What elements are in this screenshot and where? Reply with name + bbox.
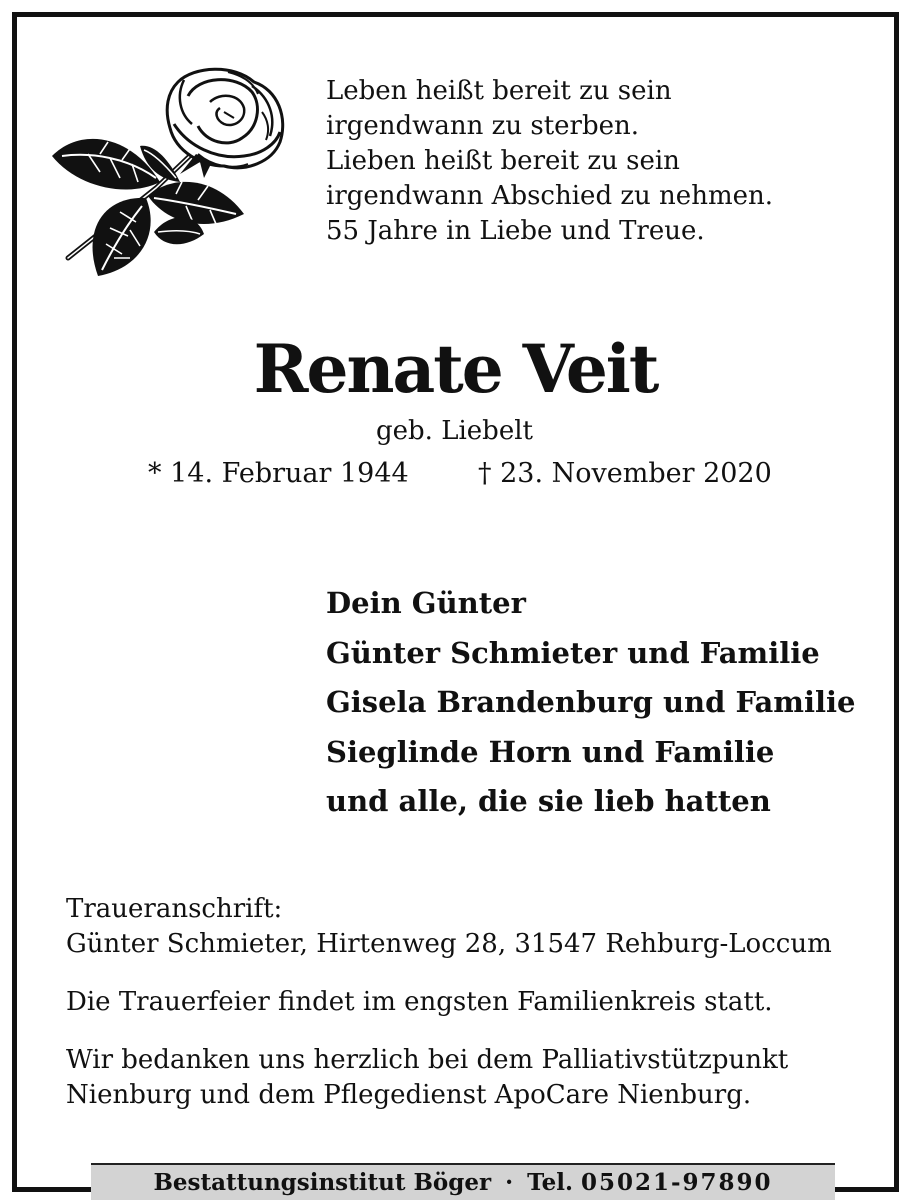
poem-line: 55 Jahre in Liebe und Treue. [326, 216, 705, 246]
mourner-line: Sieglinde Horn und Familie [326, 734, 775, 769]
phone-label: Tel. [527, 1169, 573, 1196]
maiden-name: geb. Liebelt [376, 416, 533, 446]
mourner-line: und alle, die sie lieb hatten [326, 784, 771, 818]
ceremony-text: Die Trauerfeier findet im engsten Familienkreis statt. [66, 987, 773, 1017]
poem-line: irgendwann Abschied zu nehmen. [326, 181, 773, 211]
ceremony-note [66, 985, 773, 1020]
deceased-name: Renate Veit [253, 330, 658, 408]
mourning-address [66, 892, 832, 962]
funeral-home-name: Bestattungsinstitut Böger [153, 1169, 492, 1196]
rose-icon [48, 62, 293, 282]
thanks-line: Nienburg und dem Pflegedienst ApoCare Nienburg. [66, 1080, 752, 1110]
birth-date: * 14. Februar 1944 [148, 458, 409, 489]
poem-line: irgendwann zu sterben. [326, 111, 640, 141]
address-label: Traueranschrift: [66, 894, 283, 924]
thanks-note [66, 1043, 788, 1113]
phone-number: 05021-97890 [580, 1169, 773, 1196]
mourner-line: Dein Günter [326, 586, 526, 620]
address-value: Günter Schmieter, Hirtenweg 28, 31547 Rehburg-Loccum [66, 929, 832, 959]
footer-separator: · [505, 1169, 514, 1196]
poem [326, 74, 773, 249]
thanks-line: Wir bedanken uns herzlich bei dem Palliativstützpunkt [66, 1045, 789, 1075]
death-date: † 23. November 2020 [478, 458, 772, 489]
mourner-line: Gisela Brandenburg und Familie [326, 685, 856, 719]
mourner-line: Günter Schmieter und Familie [326, 635, 820, 670]
funeral-home-footer [91, 1163, 835, 1200]
poem-line: Leben heißt bereit zu sein [326, 76, 672, 106]
poem-line: Lieben heißt bereit zu sein [326, 146, 680, 176]
mourners-list [326, 579, 855, 827]
